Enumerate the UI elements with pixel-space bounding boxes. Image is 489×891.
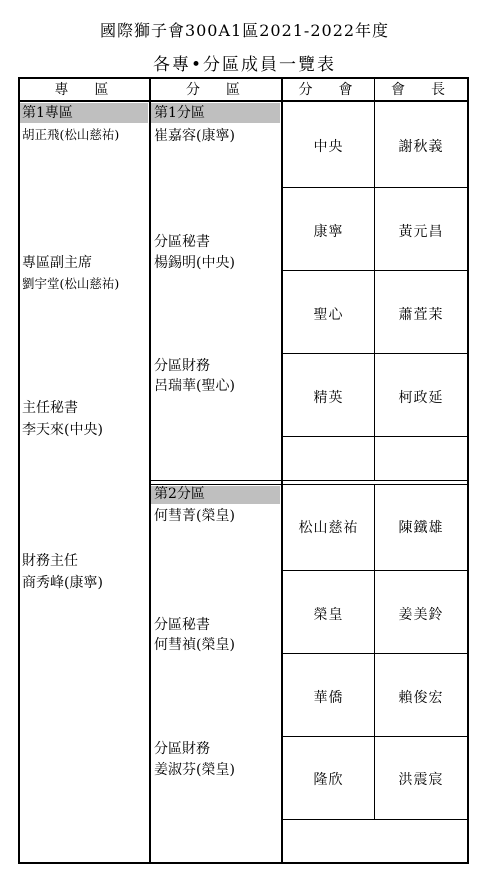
region-sec-name: 李天來(中央) bbox=[22, 422, 103, 438]
zone2-chair: 何彗菁(榮皇) bbox=[154, 508, 235, 524]
header-region: 專 區 bbox=[54, 82, 115, 98]
col-divider-2 bbox=[281, 77, 283, 864]
table-right-border bbox=[467, 77, 469, 864]
zone1-fin-title: 分區財務 bbox=[154, 358, 210, 374]
zone2-sec-name: 何彗禎(榮皇) bbox=[154, 637, 235, 653]
club-cell: 松山慈祐 bbox=[298, 520, 359, 536]
zone-separator-top bbox=[150, 480, 468, 481]
row-line bbox=[282, 353, 468, 354]
president-cell: 謝秋義 bbox=[398, 139, 444, 155]
region-fin-title: 財務主任 bbox=[22, 553, 78, 569]
zone1-sec-name: 楊錫明(中央) bbox=[154, 255, 235, 271]
president-cell: 黃元昌 bbox=[398, 224, 444, 240]
zone2-fin-name: 姜淑芬(榮皇) bbox=[154, 762, 235, 778]
president-cell: 蕭萓茉 bbox=[398, 307, 444, 323]
zone1-label: 第1分區 bbox=[154, 105, 205, 121]
club-cell: 康寧 bbox=[313, 224, 344, 240]
header-zone: 分 區 bbox=[186, 82, 246, 98]
row-line bbox=[282, 187, 468, 188]
document-subtitle: 各專•分區成員一覽表 bbox=[152, 55, 337, 75]
region-vice-title: 專區副主席 bbox=[22, 255, 92, 271]
row-line bbox=[282, 819, 468, 820]
region-sec-title: 主任秘書 bbox=[22, 400, 78, 416]
club-cell: 中央 bbox=[313, 139, 344, 155]
row-line bbox=[282, 570, 468, 571]
row-line bbox=[282, 270, 468, 271]
region-vice-name: 劉宇堂(松山慈祐) bbox=[22, 276, 120, 291]
zone1-chair: 崔嘉容(康寧) bbox=[154, 128, 235, 144]
zone2-label: 第2分區 bbox=[154, 486, 205, 502]
header-president: 會 長 bbox=[391, 82, 451, 98]
zone1-fin-name: 呂瑞華(聖心) bbox=[154, 378, 235, 394]
club-cell: 精英 bbox=[313, 390, 344, 406]
president-cell: 洪震宸 bbox=[398, 772, 444, 788]
region-fin-name: 商秀峰(康寧) bbox=[22, 575, 103, 591]
president-cell: 陳鐵雄 bbox=[398, 520, 444, 536]
header-club: 分 會 bbox=[298, 82, 359, 98]
club-cell: 聖心 bbox=[313, 307, 344, 323]
club-cell: 華僑 bbox=[313, 690, 344, 706]
president-cell: 柯政延 bbox=[398, 390, 444, 406]
row-line bbox=[282, 436, 468, 437]
row-line bbox=[282, 736, 468, 737]
region-chair: 胡正飛(松山慈祐) bbox=[22, 127, 120, 142]
zone2-fin-title: 分區財務 bbox=[154, 741, 210, 757]
col-divider-1 bbox=[149, 77, 151, 864]
region-label: 第1專區 bbox=[22, 105, 73, 121]
table-left-border bbox=[18, 77, 20, 864]
zone1-sec-title: 分區秘書 bbox=[154, 234, 210, 250]
row-line bbox=[282, 653, 468, 654]
club-cell: 隆欣 bbox=[313, 772, 344, 788]
president-cell: 姜美鈴 bbox=[398, 607, 444, 623]
club-cell: 榮皇 bbox=[313, 607, 344, 623]
col-divider-3-zone1 bbox=[374, 102, 375, 480]
zone2-sec-title: 分區秘書 bbox=[154, 617, 210, 633]
document-title: 國際獅子會300A1區2021-2022年度 bbox=[99, 21, 390, 40]
president-cell: 賴俊宏 bbox=[398, 690, 444, 706]
table-bottom-border bbox=[18, 862, 469, 864]
